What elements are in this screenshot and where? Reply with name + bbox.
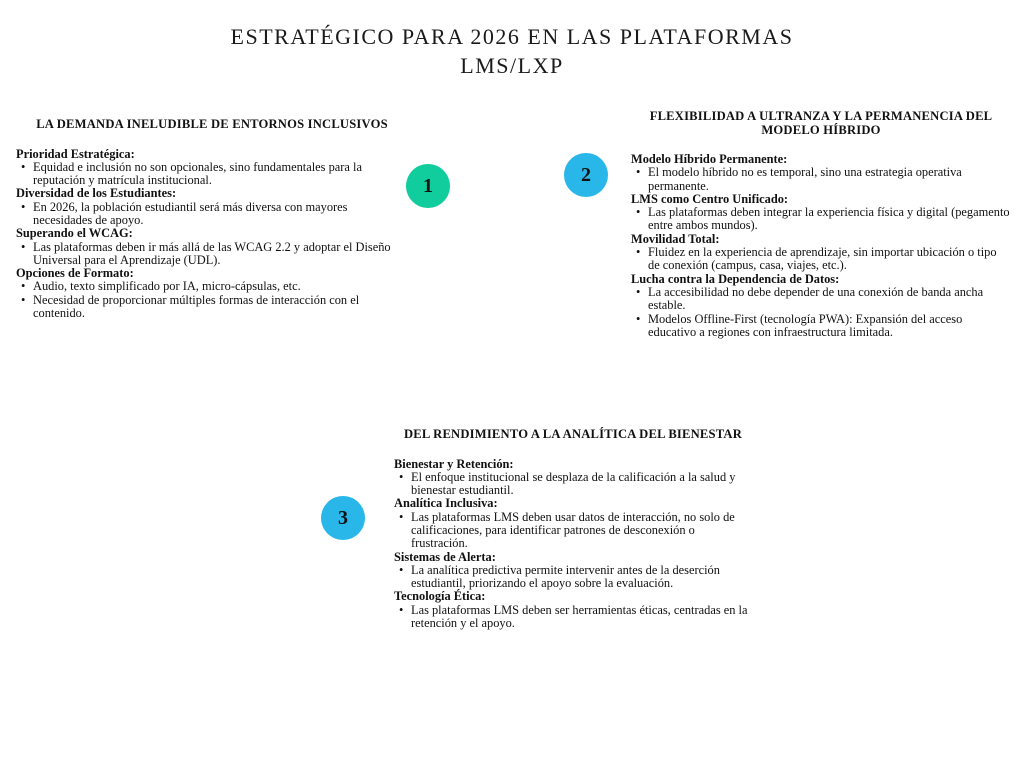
bullet-list <box>16 161 408 188</box>
bullet-item: • La accesibilidad no debe depender de una conexión de banda ancha estable. <box>631 286 1011 313</box>
content-group <box>394 458 752 498</box>
section-card-hybrid-model <box>631 110 1011 339</box>
bullet-item: • Audio, texto simplificado por IA, micro-cápsulas, etc. <box>16 280 408 293</box>
bullet-list <box>16 201 408 228</box>
bullet-item: • Necesidad de proporcionar múltiples formas de interacción con el contenido. <box>16 294 408 321</box>
group-term: Tecnología Ética: <box>394 589 486 604</box>
content-group <box>394 590 752 630</box>
content-group <box>16 148 408 188</box>
bullet-list <box>394 511 752 551</box>
content-group <box>16 187 408 227</box>
group-term: LMS como Centro Unificado: <box>631 191 789 206</box>
bullet-list <box>631 166 1011 193</box>
bullet-item: • La analítica predictiva permite intervenir antes de la deserción estudiantil, priorizando el apoyo sobre la evaluación. <box>394 564 752 591</box>
bullet-item: • El modelo híbrido no es temporal, sino una estrategia operativa permanente. <box>631 166 1011 193</box>
section-card-inclusive-environments <box>16 118 408 320</box>
section-heading: LA DEMANDA INELUDIBLE DE ENTORNOS INCLUSIVOS <box>36 117 388 131</box>
group-term: Superando el WCAG: <box>16 226 133 241</box>
bullet-list <box>394 604 752 631</box>
bullet-item: • Las plataformas LMS deben ser herramientas éticas, centradas en la retención y el apoyo. <box>394 604 752 631</box>
group-term: Modelo Híbrido Permanente: <box>631 152 788 166</box>
bullet-item: • Las plataformas deben ir más allá de las WCAG 2.2 y adoptar el Diseño Universal para el Aprendizaje (UDL). <box>16 241 408 268</box>
group-term: Diversidad de los Estudiantes: <box>16 186 177 201</box>
bullet-list <box>16 241 408 268</box>
bullet-list <box>631 286 1011 339</box>
group-term: Prioridad Estratégica: <box>16 146 135 161</box>
step-badge-3: 3 <box>321 496 365 540</box>
bullet-list <box>394 471 752 498</box>
bullet-item: • En 2026, la población estudiantil será más diversa con mayores necesidades de apoyo. <box>16 201 408 228</box>
content-group <box>631 233 1011 273</box>
bullet-list <box>16 280 408 320</box>
section-heading: FLEXIBILIDAD A ULTRANZA Y LA PERMANENCIA DEL MODELO HÍBRIDO <box>649 109 993 137</box>
section-heading: DEL RENDIMIENTO A LA ANALÍTICA DEL BIENESTAR <box>404 427 742 441</box>
group-term: Sistemas de Alerta: <box>394 549 496 564</box>
content-group <box>394 551 752 591</box>
bullet-list <box>394 564 752 591</box>
bullet-item: • Fluidez en la experiencia de aprendizaje, sin importar ubicación o tipo de conexión (campus, casa, viajes, etc.). <box>631 246 1011 273</box>
bullet-list <box>631 246 1011 273</box>
page-title: ESTRATÉGICO PARA 2026 EN LAS PLATAFORMAS LMS/LXP <box>230 24 794 78</box>
bullet-item: • Las plataformas LMS deben usar datos de interacción, no solo de calificaciones, para identificar patrones de desconexión o frustración. <box>394 511 752 551</box>
content-group <box>16 267 408 320</box>
bullet-item: • Las plataformas deben integrar la experiencia física y digital (pegamento entre ambos mundos). <box>631 206 1011 233</box>
content-group <box>394 497 752 550</box>
bullet-item: • El enfoque institucional se desplaza de la calificación a la salud y bienestar estudiantil. <box>394 471 752 498</box>
content-group <box>16 227 408 267</box>
content-group <box>631 273 1011 339</box>
group-term: Analítica Inclusiva: <box>394 496 498 511</box>
group-term: Lucha contra la Dependencia de Datos: <box>631 271 840 286</box>
group-term: Bienestar y Retención: <box>394 456 514 471</box>
group-term: Opciones de Formato: <box>16 266 134 281</box>
bullet-item: • Modelos Offline-First (tecnología PWA): Expansión del acceso educativo a regiones con infraestructura limitada. <box>631 313 1011 340</box>
content-group <box>631 153 1011 193</box>
bullet-list <box>631 206 1011 233</box>
group-term: Movilidad Total: <box>631 231 720 246</box>
step-badge-1: 1 <box>406 164 450 208</box>
section-card-wellbeing-analytics <box>394 428 752 630</box>
bullet-item: • Equidad e inclusión no son opcionales, sino fundamentales para la reputación y matrícula institucional. <box>16 161 408 188</box>
step-badge-2: 2 <box>564 153 608 197</box>
content-group <box>631 193 1011 233</box>
